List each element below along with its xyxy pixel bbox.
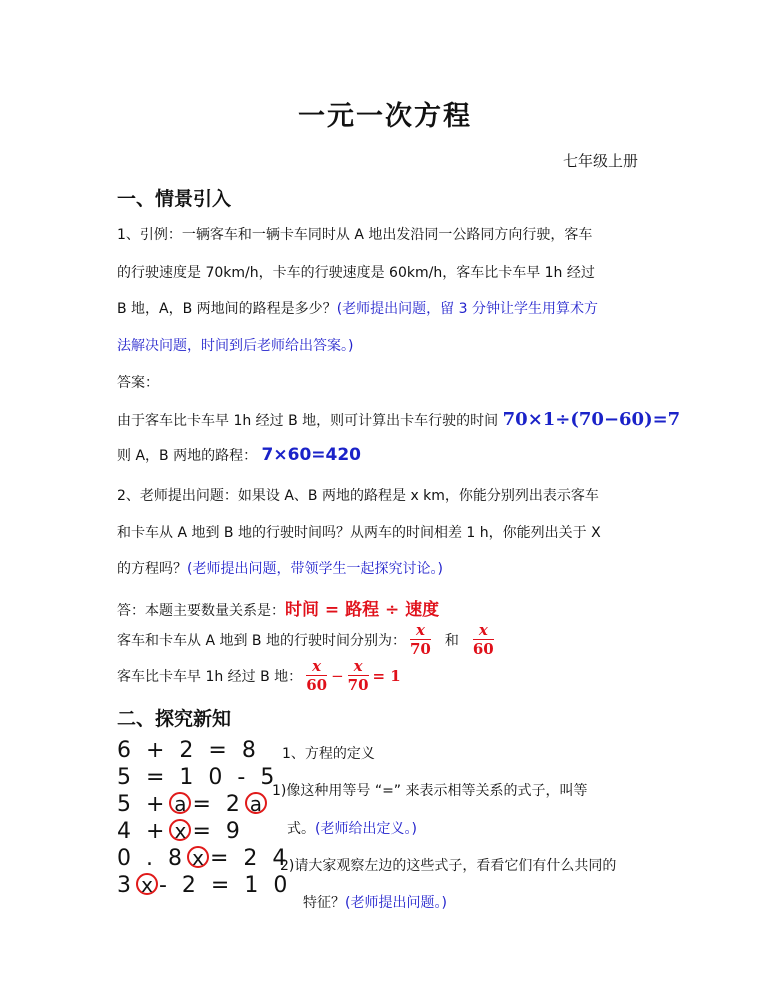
question2-line-2: 和卡车从 A 地到 B 地的行驶时间吗？从两车的时间相差 1 h，你能列出关于 X (117, 525, 601, 541)
equation-fraction-2-numerator: x (353, 657, 363, 675)
answer2-line (117, 595, 439, 620)
equation-fraction-1-denominator: 60 (306, 676, 328, 694)
eq6-part-a: 3 (117, 873, 135, 898)
eq4-part-b: = 9 (192, 819, 244, 844)
eq6-part-b: - 2 = 1 0 (159, 873, 292, 898)
equation-line (117, 657, 401, 694)
distance-formula: 7×60=420 (261, 445, 362, 465)
and-text: 和 (444, 632, 459, 649)
truck-time-fraction (473, 621, 494, 658)
travel-times-line (117, 621, 494, 658)
answer2-label: 答：本题主要数量关系是： (117, 603, 285, 619)
example-line-2: 的行驶速度是 70km/h，卡车的行驶速度是 60km/h，客车比卡车早 1h 经过 (117, 265, 595, 281)
teacher-note-3: (老师给出定义。) (315, 821, 417, 837)
example-equation-4 (117, 818, 244, 845)
variable-circle-x: x (187, 846, 209, 868)
answer-line-2 (117, 445, 361, 465)
variable-circle-a: a (169, 792, 191, 814)
equation-text: 客车比卡车早 1h 经过 B 地： (117, 668, 303, 685)
eq5-part-b: = 2 4 (209, 846, 291, 871)
bus-time-fraction (410, 621, 431, 658)
answer-label: 答案： (117, 375, 159, 391)
travel-times-text: 客车和卡车从 A 地到 B 地的行驶时间分别为： (117, 632, 406, 649)
example-equation-1: 6 + 2 = 8 (117, 738, 260, 763)
definition-line-2 (287, 818, 417, 838)
teacher-note-1-cont: 法解决问题，时间到后老师给出答案。) (117, 338, 354, 354)
answer-line-1 (117, 409, 680, 430)
example-equation-5 (117, 845, 290, 872)
example-equation-3 (117, 791, 268, 818)
definition-line-1: 1)像这种用等号 “=” 来表示相等关系的式子，叫等 (272, 783, 588, 799)
example-equation-6 (117, 872, 291, 899)
equation-fraction-2-denominator: 70 (347, 676, 369, 694)
example-question: B 地，A，B 两地间的路程是多少？ (117, 301, 337, 317)
teacher-note-1: (老师提出问题，留 3 分钟让学生用算术方 (336, 301, 598, 317)
section1-heading: 一、情景引入 (117, 188, 232, 210)
page-title: 一元一次方程 (298, 101, 472, 132)
equation-fraction-1-numerator: x (312, 657, 322, 675)
eq3-part-a: 5 + (117, 792, 169, 817)
bus-time-numerator: x (415, 621, 425, 639)
teacher-note-4: (老师提出问题。) (345, 895, 447, 911)
answer-text-2: 则 A，B 两地的路程： (117, 448, 258, 464)
variable-circle-x: x (169, 819, 191, 841)
truck-time-formula: 70×1÷(70−60)=7 (502, 409, 681, 430)
truck-time-denominator: 60 (472, 640, 494, 658)
example-line-1: 1、引例：一辆客车和一辆卡车同时从 A 地出发沿同一公路同方向行驶，客车 (117, 227, 593, 243)
question2-line-3 (117, 558, 443, 578)
example-line-3 (117, 298, 598, 318)
definition-end: 式。 (287, 821, 315, 837)
example-equation-2: 5 = 1 0 - 5 (117, 765, 279, 790)
relation-formula: 时间 = 路程 ÷ 速度 (285, 600, 440, 620)
observe-line-1: 2)请大家观察左边的这些式子，看看它们有什么共同的 (280, 858, 617, 874)
observe-end: 特征？ (303, 895, 345, 911)
section2-heading: 二、探究新知 (117, 708, 232, 730)
question2-text: 的方程吗？ (117, 561, 187, 577)
question2-line-1: 2、老师提出问题：如果设 A、B 两地的路程是 x km，你能分别列出表示客车 (117, 488, 599, 504)
equation-fraction-2 (348, 657, 369, 694)
eq5-part-a: 0 . 8 (117, 846, 186, 871)
bus-time-denominator: 70 (409, 640, 431, 658)
teacher-note-2: (老师提出问题，带领学生一起探究讨论。) (187, 561, 443, 577)
answer-text-1: 由于客车比卡车早 1h 经过 B 地，则可计算出卡车行驶的时间 (117, 413, 499, 429)
equation-fraction-1 (306, 657, 327, 694)
definition-title: 1、方程的定义 (282, 746, 375, 762)
truck-time-numerator: x (478, 621, 488, 639)
eq3-part-b: = 2 (192, 792, 244, 817)
observe-line-2 (303, 892, 447, 912)
variable-circle-a-2: a (245, 792, 267, 814)
equation-rhs: = 1 (372, 666, 401, 685)
grade-label: 七年级上册 (563, 152, 639, 170)
variable-circle-x: x (136, 873, 158, 895)
eq4-part-a: 4 + (117, 819, 169, 844)
minus-sign: − (331, 666, 344, 685)
